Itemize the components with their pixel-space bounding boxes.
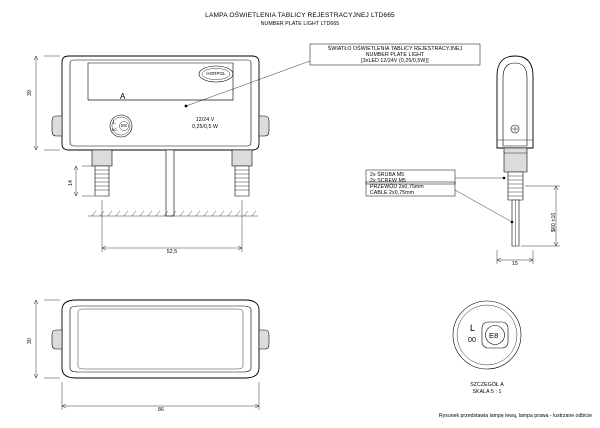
callout-screw-line1: 2x ŚRUBA M5: [370, 171, 405, 178]
side-view: [455, 56, 560, 264]
detail-marker-a: A: [120, 92, 126, 101]
front-view-studs: [92, 150, 252, 216]
dim-side-height: $60 ±10: [551, 212, 557, 232]
dim-bottom-height: 30: [27, 338, 33, 344]
callout-cable-line2: CABLE 2x0,75mm: [370, 189, 415, 196]
badge-front-e8: E8: [121, 123, 127, 128]
dim-bracket-height: 14: [68, 180, 74, 186]
dim-width-bottom: 52,5: [166, 249, 178, 255]
dim-bottom-width: 86: [158, 407, 164, 413]
bottom-view: [34, 300, 269, 410]
detail-badge-l: L: [470, 323, 476, 333]
dim-height-front: 39: [27, 90, 33, 96]
dim-side-width: 15: [512, 261, 518, 267]
badge-front-l: L: [113, 120, 116, 126]
front-view: [34, 56, 310, 252]
detail-a: [453, 301, 521, 369]
callout-light-line3: [3xLED 12/24V (0,25/0,5W)]: [361, 58, 429, 64]
page-title: LAMPA OŚWIETLENIA TABLICY REJESTRACYJNEJ LTD665: [205, 12, 395, 19]
voltage-line2: 0,25/0,5 W: [191, 123, 219, 130]
callout-light-line1: ŚWIATŁO OŚWIETLENIA TABLICY REJESTRACYJNEJ: [327, 45, 463, 52]
detail-title: SZCZEGÓŁ A: [470, 382, 504, 388]
logo-text: HORPOL: [206, 71, 226, 76]
detail-badge-e8: E8: [489, 331, 499, 340]
detail-badge-00: 00: [468, 337, 476, 344]
callout-cable-line1: PRZEWÓD 2x0,75mm: [370, 183, 424, 190]
callout-light-line2: NUMBER PLATE LIGHT: [365, 52, 425, 58]
footer-note: Rysunek przedstawia lampę lewą, lampa prawa - lustrzane odbicie: [438, 413, 592, 419]
badge-front-00: 00: [112, 127, 117, 132]
detail-scale: SKALA 5 : 1: [472, 389, 502, 395]
voltage-line1: 12/24 V: [195, 117, 215, 123]
page-subtitle: NUMBER PLATE LIGHT LTD665: [260, 21, 340, 27]
callout-screw-line2: 2x SCREW M5: [370, 177, 406, 184]
